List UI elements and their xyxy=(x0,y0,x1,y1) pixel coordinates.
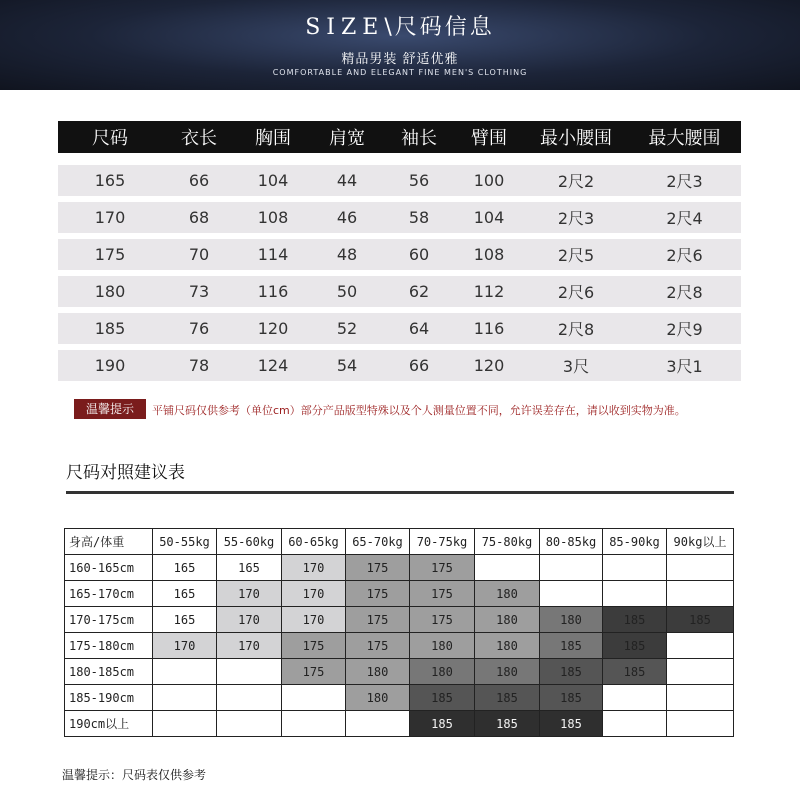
grid-size-cell xyxy=(667,659,734,685)
grid-size-cell xyxy=(217,711,282,737)
grid-row xyxy=(65,607,734,633)
size-table-cell: 104 xyxy=(473,208,505,227)
grid-size-cell: 185 xyxy=(475,685,540,711)
grid-size-cell: 180 xyxy=(410,633,475,659)
grid-size-cell: 185 xyxy=(603,607,667,633)
size-table-row xyxy=(58,202,741,233)
size-table-cell: 112 xyxy=(473,282,505,301)
grid-size-cell: 185 xyxy=(410,711,475,737)
grid-size-cell xyxy=(475,555,540,581)
header-banner xyxy=(0,0,800,90)
size-table-cell: 120 xyxy=(473,356,505,375)
grid-size-cell: 185 xyxy=(667,607,734,633)
recommendation-grid xyxy=(64,528,734,737)
size-table-cell: 104 xyxy=(257,171,289,190)
grid-size-cell: 185 xyxy=(540,659,603,685)
size-table-row xyxy=(58,350,741,381)
size-table-row xyxy=(58,239,741,270)
grid-size-cell: 185 xyxy=(540,711,603,737)
size-table-cell: 180 xyxy=(94,282,126,301)
grid-size-cell xyxy=(282,685,346,711)
size-table-cell: 108 xyxy=(473,245,505,264)
grid-size-cell: 185 xyxy=(603,659,667,685)
grid-size-cell xyxy=(217,685,282,711)
banner-subtitle: 精品男装 舒适优雅 xyxy=(341,52,459,67)
size-table-cell: 3尺 xyxy=(562,357,590,376)
banner-subtitle-en: COMFORTABLE AND ELEGANT FINE MEN'S CLOTHING xyxy=(272,68,528,77)
grid-size-cell: 165 xyxy=(153,607,217,633)
tip-badge: 温馨提示 xyxy=(74,399,146,419)
size-table-cell: 60 xyxy=(408,245,430,264)
recommendation-title: 尺码对照建议表 xyxy=(66,463,185,483)
size-table-cell: 52 xyxy=(336,319,358,338)
size-table-cell: 62 xyxy=(408,282,430,301)
grid-size-cell: 185 xyxy=(540,633,603,659)
grid-size-cell: 170 xyxy=(153,633,217,659)
grid-row xyxy=(65,633,734,659)
size-table-cell: 2尺5 xyxy=(557,246,595,265)
grid-size-cell: 180 xyxy=(475,581,540,607)
size-table-cell: 46 xyxy=(336,208,358,227)
grid-size-cell: 165 xyxy=(153,581,217,607)
grid-height-label: 190cm以上 xyxy=(65,711,153,737)
size-table-cell: 76 xyxy=(188,319,210,338)
grid-size-cell xyxy=(346,711,410,737)
grid-row xyxy=(65,659,734,685)
grid-size-cell xyxy=(667,685,734,711)
size-table xyxy=(58,121,741,387)
size-table-row xyxy=(58,276,741,307)
grid-weight-header: 65-70kg xyxy=(346,529,410,555)
size-table-cell: 2尺3 xyxy=(666,172,703,191)
tip-text: 平铺尺码仅供参考（单位cm）部分产品版型特殊以及个人测量位置不同，允许误差存在，请以收到实物为准。 xyxy=(152,404,686,417)
size-table-cell: 56 xyxy=(408,171,430,190)
size-table-cell: 48 xyxy=(336,245,358,264)
grid-size-cell: 175 xyxy=(346,633,410,659)
grid-weight-header: 60-65kg xyxy=(282,529,346,555)
grid-size-cell: 185 xyxy=(603,633,667,659)
grid-height-label: 165-170cm xyxy=(65,581,153,607)
grid-size-cell: 165 xyxy=(217,555,282,581)
grid-weight-header: 85-90kg xyxy=(603,529,667,555)
grid-size-cell: 175 xyxy=(282,659,346,685)
grid-weight-header: 50-55kg xyxy=(153,529,217,555)
grid-row xyxy=(65,555,734,581)
grid-size-cell: 175 xyxy=(282,633,346,659)
grid-size-cell: 180 xyxy=(410,659,475,685)
grid-size-cell: 180 xyxy=(475,607,540,633)
size-table-cell: 64 xyxy=(408,319,430,338)
size-table-cell: 73 xyxy=(188,282,210,301)
grid-weight-header: 80-85kg xyxy=(540,529,603,555)
grid-size-cell: 170 xyxy=(217,633,282,659)
banner-title xyxy=(0,10,800,41)
size-table-cell: 175 xyxy=(94,245,126,264)
size-table-cell: 2尺6 xyxy=(557,283,595,302)
grid-size-cell xyxy=(667,581,734,607)
grid-size-cell: 170 xyxy=(217,607,282,633)
footer-note: 温馨提示：尺码表仅供参考 xyxy=(62,768,207,782)
grid-size-cell xyxy=(153,711,217,737)
size-table-cell: 2尺2 xyxy=(557,172,595,191)
size-table-cell: 3尺1 xyxy=(666,357,703,376)
size-table-header-cell: 肩宽 xyxy=(329,128,365,149)
grid-weight-header: 90kg以上 xyxy=(667,529,734,555)
size-table-header-cell: 最大腰围 xyxy=(648,128,721,149)
banner-title-en: SIZE xyxy=(305,15,385,40)
size-table-cell: 66 xyxy=(408,356,430,375)
grid-height-label: 180-185cm xyxy=(65,659,153,685)
grid-size-cell: 180 xyxy=(346,659,410,685)
grid-size-cell: 185 xyxy=(475,711,540,737)
grid-size-cell: 180 xyxy=(475,659,540,685)
grid-size-cell: 175 xyxy=(346,607,410,633)
grid-size-cell xyxy=(667,555,734,581)
size-table-cell: 2尺3 xyxy=(557,209,595,228)
size-table-cell: 165 xyxy=(94,171,126,190)
grid-corner-label: 身高/体重 xyxy=(65,529,153,555)
grid-size-cell: 180 xyxy=(475,633,540,659)
grid-size-cell xyxy=(603,555,667,581)
grid-weight-header: 75-80kg xyxy=(475,529,540,555)
grid-height-label: 170-175cm xyxy=(65,607,153,633)
banner-title-cn: 尺码信息 xyxy=(394,15,495,40)
size-table-cell: 116 xyxy=(257,282,289,301)
grid-weight-header: 70-75kg xyxy=(410,529,475,555)
grid-size-cell xyxy=(603,581,667,607)
grid-size-cell xyxy=(667,711,734,737)
size-table-row xyxy=(58,165,741,196)
size-table-header-cell: 最小腰围 xyxy=(540,128,612,149)
grid-row xyxy=(65,711,734,737)
size-table-cell: 124 xyxy=(257,356,289,375)
size-table-cell: 44 xyxy=(336,171,358,190)
size-table-cell: 66 xyxy=(188,171,210,190)
size-table-cell: 2尺9 xyxy=(666,320,703,339)
grid-size-cell: 180 xyxy=(540,607,603,633)
size-table-row xyxy=(58,313,741,344)
size-table-cell: 170 xyxy=(94,208,126,227)
grid-weight-header: 55-60kg xyxy=(217,529,282,555)
size-table-cell: 120 xyxy=(257,319,289,338)
grid-size-cell xyxy=(667,633,734,659)
size-table-cell: 50 xyxy=(336,282,358,301)
grid-size-cell: 170 xyxy=(217,581,282,607)
grid-size-cell xyxy=(153,659,217,685)
size-table-cell: 108 xyxy=(257,208,289,227)
grid-height-label: 175-180cm xyxy=(65,633,153,659)
grid-size-cell: 170 xyxy=(282,581,346,607)
size-table-cell: 2尺4 xyxy=(666,209,703,228)
grid-size-cell xyxy=(540,581,603,607)
grid-size-cell xyxy=(282,711,346,737)
size-table-cell: 2尺8 xyxy=(557,320,595,339)
size-table-cell: 2尺8 xyxy=(666,283,703,302)
size-table-cell: 116 xyxy=(473,319,505,338)
grid-size-cell xyxy=(153,685,217,711)
grid-size-cell: 175 xyxy=(410,555,475,581)
grid-header-row xyxy=(65,529,734,555)
size-table-cell: 58 xyxy=(408,208,430,227)
grid-size-cell: 175 xyxy=(346,555,410,581)
grid-row xyxy=(65,581,734,607)
grid-size-cell: 185 xyxy=(540,685,603,711)
size-table-cell: 70 xyxy=(188,245,210,264)
size-table-header-cell: 衣长 xyxy=(181,128,217,149)
grid-size-cell xyxy=(540,555,603,581)
size-table-cell: 78 xyxy=(188,356,210,375)
size-table-cell: 185 xyxy=(94,319,126,338)
grid-size-cell: 165 xyxy=(153,555,217,581)
grid-size-cell: 175 xyxy=(346,581,410,607)
size-table-cell: 2尺6 xyxy=(666,246,703,265)
grid-size-cell: 170 xyxy=(282,607,346,633)
grid-size-cell: 170 xyxy=(282,555,346,581)
section-divider xyxy=(66,491,734,494)
size-table-header-cell: 胸围 xyxy=(255,128,291,149)
size-table-header-cell: 尺码 xyxy=(92,128,128,149)
grid-size-cell: 175 xyxy=(410,607,475,633)
size-table-header-cell: 臂围 xyxy=(471,128,507,149)
banner-title-separator: \ xyxy=(384,15,395,40)
size-table-cell: 100 xyxy=(473,171,505,190)
size-table-cell: 68 xyxy=(188,208,210,227)
grid-size-cell xyxy=(217,659,282,685)
grid-size-cell: 180 xyxy=(346,685,410,711)
size-table-cell: 54 xyxy=(336,356,358,375)
size-table-cell: 114 xyxy=(257,245,289,264)
grid-size-cell: 185 xyxy=(410,685,475,711)
size-table-header-cell: 袖长 xyxy=(401,128,437,149)
grid-height-label: 185-190cm xyxy=(65,685,153,711)
grid-size-cell: 175 xyxy=(410,581,475,607)
grid-size-cell xyxy=(603,711,667,737)
grid-height-label: 160-165cm xyxy=(65,555,153,581)
size-table-header xyxy=(58,121,741,153)
size-table-cell: 190 xyxy=(94,356,126,375)
grid-row xyxy=(65,685,734,711)
grid-size-cell xyxy=(603,685,667,711)
